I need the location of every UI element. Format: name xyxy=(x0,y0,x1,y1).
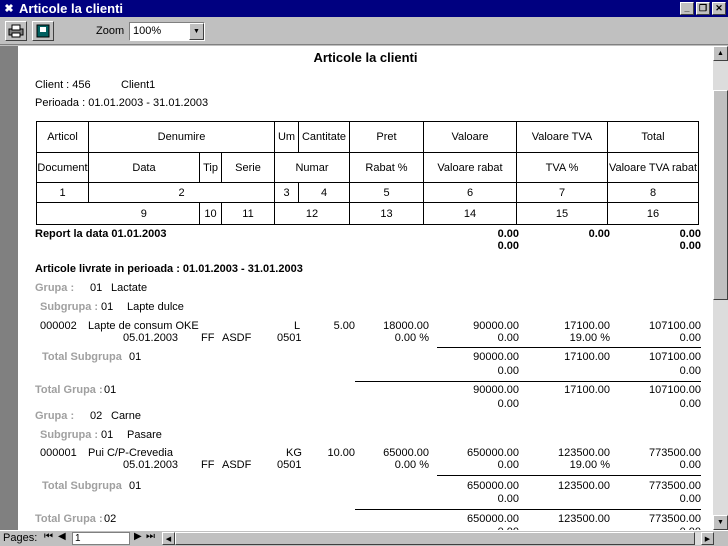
item-code: 000002 xyxy=(40,320,77,332)
zoom-select[interactable] xyxy=(129,22,205,41)
client-label: Client : 456 xyxy=(35,79,91,91)
hdr-num-6: 6 xyxy=(424,183,517,203)
item-tva-rabat: 0.00 xyxy=(679,459,701,471)
group-total-total: 773500.00 xyxy=(649,513,701,525)
hdr-num-1: 1 xyxy=(37,183,89,203)
hdr-total: Total xyxy=(608,122,699,153)
hdr-num-2: 2 xyxy=(89,183,275,203)
subgroup-total-total2: 0.00 xyxy=(679,365,701,377)
item-tip: FF xyxy=(201,459,215,471)
item-rabat-pct: 0.00 % xyxy=(394,332,429,344)
item-qty: 5.00 xyxy=(333,320,355,332)
item-tva-pct: 19.00 % xyxy=(569,459,610,471)
group-name: Carne xyxy=(111,410,141,422)
subtotal-divider xyxy=(437,475,701,476)
hdr-document: Document xyxy=(37,153,89,183)
hdr-num-13: 13 xyxy=(350,203,424,225)
carryover-total-rabat: 0.00 xyxy=(679,240,701,252)
hdr-num-15: 15 xyxy=(517,203,608,225)
print-button[interactable] xyxy=(5,21,27,41)
report-carryover-label: Report la data 01.01.2003 xyxy=(35,228,167,240)
item-numar: 0501 xyxy=(277,459,302,471)
carryover-valoare: 0.00 xyxy=(497,228,519,240)
item-rabat-pct: 0.00 % xyxy=(394,459,429,471)
subgroup-total-value2: 0.00 xyxy=(497,493,519,505)
item-value: 90000.00 xyxy=(473,320,519,332)
hdr-serie: Serie xyxy=(222,153,275,183)
item-date: 05.01.2003 xyxy=(123,332,179,344)
hdr-num-8: 8 xyxy=(608,183,699,203)
hdr-num-10: 10 xyxy=(200,203,222,225)
prev-page-button[interactable]: ◀ xyxy=(58,531,66,542)
toolbar xyxy=(0,17,728,45)
hdr-num-7: 7 xyxy=(517,183,608,203)
client-name: Client1 xyxy=(121,79,156,91)
first-page-button[interactable]: ⏮ xyxy=(44,531,53,542)
item-code: 000001 xyxy=(40,447,77,459)
column-header-grid xyxy=(36,121,699,225)
hdr-num-14: 14 xyxy=(424,203,517,225)
subgroup-total-label: Total Subgrupa xyxy=(42,480,122,492)
subgroup-total-total: 107100.00 xyxy=(649,351,701,363)
hdr-denumire: Denumire xyxy=(89,122,275,153)
group-total-value: 90000.00 xyxy=(473,384,519,396)
group-code: 02 xyxy=(90,410,103,422)
subgroup-total-value2: 0.00 xyxy=(497,365,519,377)
group-total-tva: 123500.00 xyxy=(558,513,610,525)
item-tva-pct: 19.00 % xyxy=(569,332,610,344)
group-label: Grupa : xyxy=(35,282,75,294)
item-tva: 123500.00 xyxy=(558,447,610,459)
subgroup-total-tva: 17100.00 xyxy=(564,351,610,363)
scroll-down-button[interactable]: ▼ xyxy=(713,515,728,530)
group-total-divider xyxy=(355,509,701,510)
item-rabat-val: 0.00 xyxy=(497,459,519,471)
subgroup-name: Lapte dulce xyxy=(127,301,184,313)
hdr-valoare-tva-rabat: Valoare TVA rabat xyxy=(608,153,699,183)
scroll-left-button[interactable]: ◀ xyxy=(162,532,175,545)
window-titlebar xyxy=(0,0,728,17)
subgroup-total-code: 01 xyxy=(129,351,142,363)
subgroup-code: 01 xyxy=(101,301,114,313)
hdr-valoare-rabat: Valoare rabat xyxy=(424,153,517,183)
hdr-articol: Articol xyxy=(37,122,89,153)
item-tva-rabat: 0.00 xyxy=(679,332,701,344)
horizontal-scroll-thumb[interactable] xyxy=(175,532,695,545)
item-tva: 17100.00 xyxy=(564,320,610,332)
vertical-scrollbar[interactable] xyxy=(713,46,728,530)
item-serie: ASDF xyxy=(222,332,252,344)
subgroup-name: Pasare xyxy=(127,429,162,441)
subgroup-total-tva: 123500.00 xyxy=(558,480,610,492)
app-icon[interactable]: ✖ xyxy=(4,3,14,15)
item-date: 05.01.2003 xyxy=(123,459,179,471)
group-total-tva: 17100.00 xyxy=(564,384,610,396)
item-value: 650000.00 xyxy=(467,447,519,459)
hdr-num-4: 4 xyxy=(299,183,350,203)
window-title: Articole la clienti xyxy=(19,1,124,16)
item-name: Lapte de consum OKE xyxy=(88,320,199,332)
carryover-valoare-rabat: 0.00 xyxy=(497,240,519,252)
group-total-total: 107100.00 xyxy=(649,384,701,396)
item-numar: 0501 xyxy=(277,332,302,344)
hdr-cantitate: Cantitate xyxy=(299,122,350,153)
hdr-num-5: 5 xyxy=(350,183,424,203)
item-qty: 10.00 xyxy=(327,447,355,459)
group-total-code: 02 xyxy=(104,513,117,525)
horizontal-scrollbar[interactable] xyxy=(162,532,714,545)
export-icon xyxy=(36,24,50,38)
restore-button[interactable]: ❐ xyxy=(696,2,710,15)
item-name: Pui C/P-Crevedia xyxy=(88,447,173,459)
group-total-code: 01 xyxy=(104,384,117,396)
status-bar xyxy=(0,530,728,546)
item-rabat-val: 0.00 xyxy=(497,332,519,344)
export-button[interactable] xyxy=(32,21,54,41)
item-serie: ASDF xyxy=(222,459,252,471)
subtotal-divider xyxy=(437,347,701,348)
hdr-num-16: 16 xyxy=(608,203,699,225)
close-button[interactable]: ✕ xyxy=(712,2,726,15)
report-title: Articole la clienti xyxy=(313,50,418,65)
group-total-value: 650000.00 xyxy=(467,513,519,525)
carryover-total: 0.00 xyxy=(679,228,701,240)
printer-icon xyxy=(8,24,24,38)
hdr-num-11: 11 xyxy=(222,203,275,225)
delivered-period-label: Articole livrate in perioada : 01.01.2003 - 31.01.2003 xyxy=(35,263,303,275)
hdr-um: Um xyxy=(275,122,299,153)
report-page xyxy=(18,46,713,530)
item-total: 107100.00 xyxy=(649,320,701,332)
subgroup-label: Subgrupa : xyxy=(40,301,99,313)
hdr-data: Data xyxy=(89,153,200,183)
hdr-rabat: Rabat % xyxy=(350,153,424,183)
group-name: Lactate xyxy=(111,282,148,294)
item-price: 18000.00 xyxy=(383,320,429,332)
group-total-label: Total Grupa : xyxy=(35,513,103,525)
subgroup-total-code: 01 xyxy=(129,480,142,492)
subgroup-total-label: Total Subgrupa xyxy=(42,351,122,363)
hdr-valoare-tva: Valoare TVA xyxy=(517,122,608,153)
group-total-divider xyxy=(355,381,701,382)
hdr-num-12: 12 xyxy=(275,203,350,225)
group-total-value2: 0.00 xyxy=(497,398,519,410)
zoom-value: 100% xyxy=(133,25,162,37)
pages-label: Pages: xyxy=(3,532,38,544)
hdr-num-9: 9 xyxy=(89,203,200,225)
subgroup-label: Subgrupa : xyxy=(40,429,99,441)
report-viewport xyxy=(0,46,713,530)
hdr-tip: Tip xyxy=(200,153,222,183)
item-tip: FF xyxy=(201,332,215,344)
hdr-num-blank xyxy=(37,203,89,225)
hdr-num-3: 3 xyxy=(275,183,299,203)
zoom-label: Zoom xyxy=(96,25,125,37)
subgroup-total-total: 773500.00 xyxy=(649,480,701,492)
hdr-numar: Numar xyxy=(275,153,350,183)
item-um: KG xyxy=(286,447,302,459)
hdr-tva-pct: TVA % xyxy=(517,153,608,183)
page-number-input[interactable]: 1 xyxy=(72,532,130,545)
minimize-button[interactable]: _ xyxy=(680,2,694,15)
item-price: 65000.00 xyxy=(383,447,429,459)
group-total-label: Total Grupa : xyxy=(35,384,103,396)
group-label: Grupa : xyxy=(35,410,75,422)
subgroup-code: 01 xyxy=(101,429,114,441)
subgroup-total-value: 90000.00 xyxy=(473,351,519,363)
scroll-thumb[interactable] xyxy=(713,90,728,300)
group-total-total2: 0.00 xyxy=(679,398,701,410)
scroll-right-button[interactable]: ▶ xyxy=(701,532,714,545)
group-code: 01 xyxy=(90,282,103,294)
chevron-down-icon[interactable]: ▼ xyxy=(189,23,204,40)
item-total: 773500.00 xyxy=(649,447,701,459)
hdr-valoare: Valoare xyxy=(424,122,517,153)
scroll-up-button[interactable]: ▲ xyxy=(713,46,728,61)
item-um: L xyxy=(294,320,301,332)
period-label: Perioada : 01.01.2003 - 31.01.2003 xyxy=(35,97,209,109)
carryover-tva: 0.00 xyxy=(588,228,610,240)
last-page-button[interactable]: ⏭ xyxy=(146,531,155,542)
subgroup-total-total2: 0.00 xyxy=(679,493,701,505)
next-page-button[interactable]: ▶ xyxy=(134,531,142,542)
subgroup-total-value: 650000.00 xyxy=(467,480,519,492)
hdr-pret: Pret xyxy=(350,122,424,153)
